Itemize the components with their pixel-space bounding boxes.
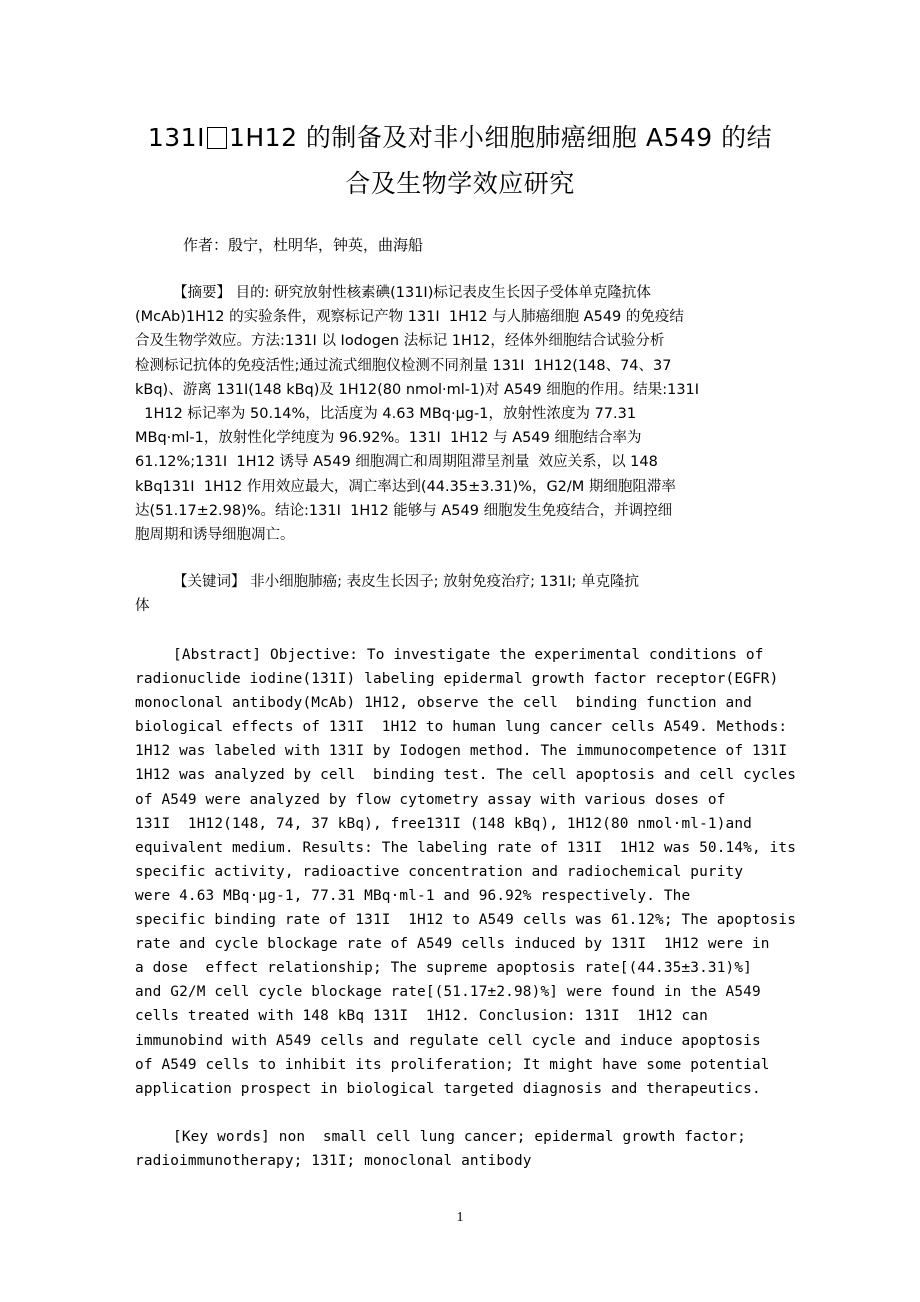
keywords-cn-line: 体 (135, 598, 150, 615)
abstract-cn-line: 61.12%;131I 1H12 诱导 A549 细胞凋亡和周期阻滞呈剂量 效应关系，以 148 (135, 454, 658, 471)
abstract-en-line: of A549 were analyzed by flow cytometry assay with various doses of (135, 791, 726, 808)
abstract-cn (135, 281, 800, 547)
abstract-en-line: of A549 cells to inhibit its proliferation; It might have some potential (135, 1056, 770, 1073)
abstract-en-line: were 4.63 MBq·μg-1, 77.31 MBq·ml-1 and 96.92% respectively. The (135, 887, 691, 904)
abstract-cn-line: kBq)、游离 131I(148 kBq)及 1H12(80 nmol·ml-1)对 A549 细胞的作用。结果:131I (135, 381, 700, 398)
abstract-en-line: equivalent medium. Results: The labeling rate of 131I 1H12 was 50.14%, its (135, 839, 797, 856)
keywords-cn-line: 【关键词】 非小细胞肺癌; 表皮生长因子; 放射免疫治疗; 131I; 单克隆抗 (173, 574, 640, 590)
keywords-en-line: [Key words] non small cell lung cancer; epidermal growth factor; (173, 1129, 746, 1145)
abstract-cn-line: 检测标记抗体的免疫活性;通过流式细胞仪检测不同剂量 131I 1H12(148、74、37 (135, 357, 672, 374)
abstract-cn-line: 1H12 标记率为 50.14%，比活度为 4.63 MBq·μg-1，放射性浓度为 77.31 (135, 406, 637, 423)
title-part-1: 131I (147, 123, 205, 152)
abstract-cn-line: 【摘要】 目的: 研究放射性核素碘(131I)标记表皮生长因子受体单克隆抗体 (173, 285, 651, 301)
abstract-en-line: biological effects of 131I 1H12 to human lung cancer cells A549. Methods: (135, 719, 788, 736)
page-number: 1 (456, 1210, 464, 1225)
abstract-en-line: immunobind with A549 cells and regulate cell cycle and induce apoptosis (135, 1032, 761, 1049)
authors: 作者：殷宁，杜明华，钟英，曲海船 (183, 236, 424, 254)
abstract-en-line: 1H12 was labeled with 131I by Iodogen method. The immunocompetence of 131I (135, 743, 788, 760)
abstract-cn-line: 合及生物学效应。方法:131I 以 Iodogen 法标记 1H12，经体外细胞结合试验分析 (135, 333, 665, 350)
title-part-2: 1H12 的制备及对非小细胞肺癌细胞 A549 的结 (228, 123, 773, 152)
abstract-cn-line: kBq131I 1H12 作用效应最大，凋亡率达到(44.35±3.31)%，G2/M 期细胞阻滞率 (135, 478, 676, 495)
abstract-en-line: 131I 1H12(148, 74, 37 kBq), free131I (148 kBq), 1H12(80 nmol·ml-1)and (135, 815, 752, 832)
abstract-cn-line: (McAb)1H12 的实验条件，观察标记产物 131I 1H12 与人肺癌细胞 A549 的免疫结 (135, 309, 684, 326)
abstract-cn-line: MBq·ml-1，放射性化学纯度为 96.92%。131I 1H12 与 A549 细胞结合率为 (135, 430, 642, 447)
abstract-en-line: monoclonal antibody(McAb) 1H12, observe the cell binding function and (135, 695, 752, 712)
abstract-en-line: and G2/M cell cycle blockage rate[(51.17±2.98)%] were found in the A549 (135, 984, 761, 1001)
abstract-en-line: specific binding rate of 131I 1H12 to A549 cells was 61.12%; The apoptosis (135, 912, 797, 929)
keywords-cn (135, 570, 800, 618)
abstract-en-line: [Abstract] Objective: To investigate the experimental conditions of (173, 647, 764, 663)
missing-glyph-box (207, 127, 227, 149)
abstract-cn-line: 胞周期和诱导细胞凋亡。 (135, 527, 295, 544)
abstract-en-line: radionuclide iodine(131I) labeling epidermal growth factor receptor(EGFR) (135, 671, 779, 688)
abstract-en (135, 643, 835, 1101)
paper-title-line-1 (100, 116, 820, 160)
abstract-en-line: a dose effect relationship; The supreme apoptosis rate[(44.35±3.31)%] (135, 960, 752, 977)
keywords-en-line: radioimmunotherapy; 131I; monoclonal antibody (135, 1153, 532, 1170)
keywords-en (135, 1125, 835, 1173)
abstract-en-line: application prospect in biological targeted diagnosis and therapeutics. (135, 1080, 761, 1097)
abstract-en-line: 1H12 was analyzed by cell binding test. The cell apoptosis and cell cycles (135, 767, 797, 784)
abstract-cn-line: 达(51.17±2.98)%。结论:131I 1H12 能够与 A549 细胞发生免疫结合，并调控细 (135, 502, 673, 519)
abstract-en-line: cells treated with 148 kBq 131I 1H12. Conclusion: 131I 1H12 can (135, 1008, 708, 1025)
paper-title-line-2: 合及生物学效应研究 (345, 169, 575, 198)
abstract-en-line: specific activity, radioactive concentration and radiochemical purity (135, 863, 744, 880)
abstract-en-line: rate and cycle blockage rate of A549 cells induced by 131I 1H12 were in (135, 936, 770, 953)
